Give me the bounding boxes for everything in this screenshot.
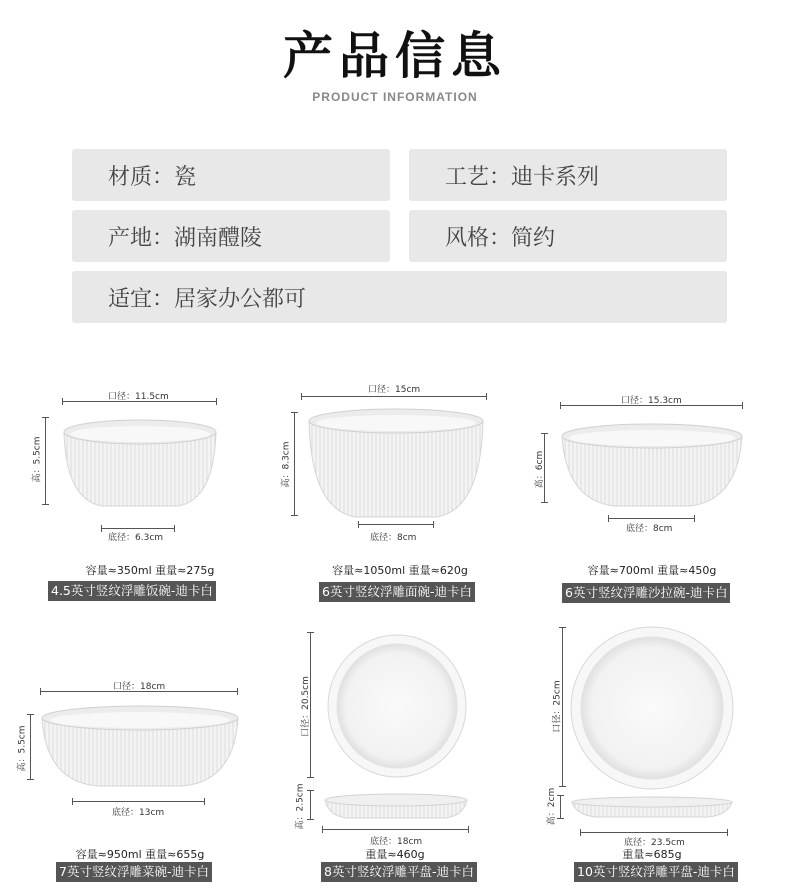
base-label: 底径：23.5cm [624,838,685,848]
info-value: 迪卡系列 [511,164,600,190]
spec-text: 容量≈700ml 重量≈450g [587,564,717,577]
info-key: 材质 ： [108,160,174,191]
base-line [580,832,728,833]
bowl-image [40,704,240,790]
base-label: 底径：8cm [370,533,417,543]
info-key: 适宜 ： [108,282,174,313]
spec-text: 容量≈1050ml 重量≈620g [332,564,468,577]
spec-text: 容量≈350ml 重量≈275g [85,564,215,577]
diameter-label: 口径：15.3cm [621,396,682,406]
diameter-label: 口径：18cm [113,682,166,692]
base-line [72,801,205,802]
product-name: 10英寸竖纹浮雕平盘-迪卡白 [574,862,738,882]
product-name: 7英寸竖纹浮雕菜碗-迪卡白 [56,862,212,882]
height-line [30,714,31,780]
diameter-label: 口径：20.5cm [300,676,311,737]
product-name: 6英寸竖纹浮雕面碗-迪卡白 [319,582,475,602]
height-label: 高：6cm [535,450,546,489]
info-style [409,210,727,262]
product-name: 8英寸竖纹浮雕平盘-迪卡白 [321,862,477,882]
base-line [322,829,469,830]
bowl-image [307,407,485,521]
height-line [45,417,46,505]
info-key: 产地 ： [108,221,174,252]
base-line [358,524,434,525]
height-line [310,790,311,820]
base-label: 底径：6.3cm [108,533,164,543]
height-label: 高：2.5cm [295,783,306,830]
page-subtitle: PRODUCT INFORMATION [312,90,478,104]
info-value: 简约 [511,225,556,251]
base-label: 底径：18cm [370,837,423,847]
product-name: 4.5英寸竖纹浮雕饭碗-迪卡白 [48,581,216,601]
bowl-image [62,418,218,510]
info-suitable [72,271,727,323]
diameter-line [301,396,487,397]
info-craft [409,149,727,201]
diameter-label: 口径：11.5cm [108,392,169,402]
height-label: 高：5.5cm [17,725,28,772]
height-label: 高：2cm [547,787,558,826]
plate-side-image [570,795,734,821]
height-line [560,795,561,819]
page-title: 产品信息 [283,27,507,85]
info-value: 湖南醴陵 [174,225,263,251]
spec-text: 重量≈460g [365,848,425,861]
info-key: 风格 ： [445,221,511,252]
diameter-label: 口径：25cm [552,680,563,733]
spec-text: 重量≈685g [622,848,682,861]
plate-top-image [570,626,734,790]
height-line [294,412,295,516]
base-line [101,528,175,529]
height-label: 高：5.5cm [32,436,43,483]
plate-side-image [323,792,469,822]
height-label: 高：8.3cm [281,441,292,488]
base-line [608,518,695,519]
info-origin [72,210,390,262]
diameter-label: 口径：15cm [368,385,421,395]
info-value: 瓷 [174,164,197,190]
plate-top-image [327,634,467,778]
base-label: 底径：13cm [112,808,165,818]
info-material [72,149,390,201]
base-label: 底径：8cm [626,524,673,534]
info-key: 工艺 ： [445,160,511,191]
product-name: 6英寸竖纹浮雕沙拉碗-迪卡白 [562,583,730,603]
spec-text: 容量≈950ml 重量≈655g [75,848,205,861]
info-value: 居家办公都可 [174,286,307,312]
bowl-image [560,422,744,510]
